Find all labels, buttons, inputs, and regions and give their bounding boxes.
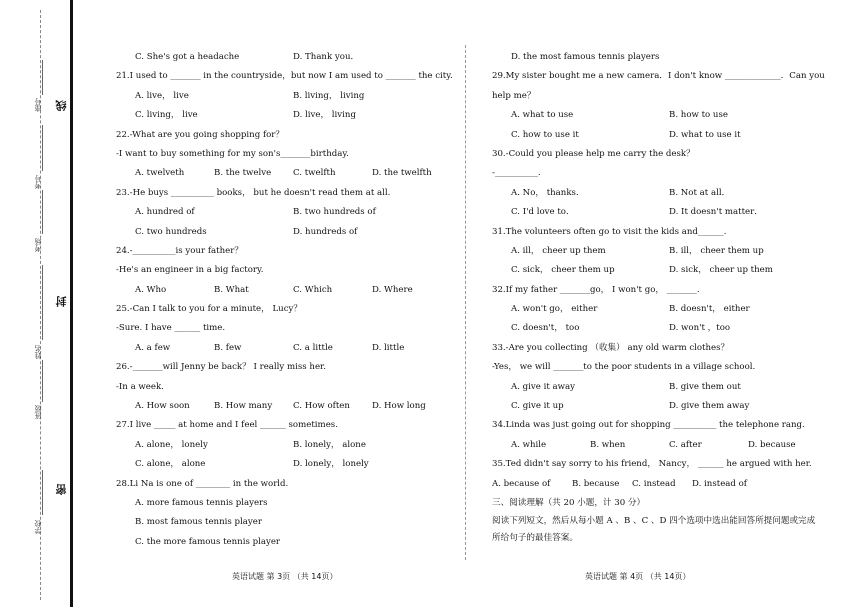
option-row — [492, 48, 822, 67]
answer-option: D. the twelfth — [372, 168, 432, 179]
seal-char-mi: 密 — [55, 484, 68, 495]
option-row — [492, 436, 822, 455]
answer-option: D. give them away — [669, 401, 750, 412]
seal-char-feng: 封 — [55, 296, 68, 307]
question-text: -__________. — [492, 168, 541, 179]
answer-option: A. hundred of — [135, 207, 195, 218]
answer-option: D. Thank you． — [293, 52, 360, 62]
answer-option: A. while — [511, 439, 547, 450]
question-text: -In a week. — [116, 381, 164, 392]
answer-option: A. more famous tennis players — [135, 497, 268, 508]
answer-option: A. won't go， either — [511, 304, 598, 315]
answer-option: A. alone， lonely — [135, 439, 208, 450]
answer-option: C. doesn't， too — [511, 323, 580, 334]
option-row — [116, 339, 456, 358]
question-text: help me？ — [492, 90, 536, 101]
answer-option: A. a few — [135, 342, 171, 353]
answer-option: D. hundreds of — [293, 226, 358, 237]
answer-option: A. ill， cheer up them — [511, 245, 606, 256]
answer-option: A. give it away — [511, 381, 575, 392]
answer-option: B. living， living — [293, 90, 365, 101]
question-text: 35.Ted didn't say sorry to his friend， Nancy， ______ he argued with her. — [492, 459, 812, 470]
answer-option: D. lonely， lonely — [293, 459, 369, 470]
question-text: 32.If my father _______go， I won't go， _______. — [492, 284, 700, 295]
answer-option: D. sick， cheer up them — [669, 265, 773, 276]
answer-option: D. won't ，too — [669, 323, 731, 334]
field-line-exam-room — [42, 190, 43, 234]
answer-option: B. the twelve — [214, 168, 272, 179]
option-row — [492, 203, 822, 222]
option-row — [116, 203, 456, 222]
right-column — [492, 48, 825, 547]
field-line-class — [42, 360, 43, 402]
option-row — [116, 397, 456, 416]
option-row — [116, 106, 456, 125]
question-text: -I want to buy something for my son's_______birthday. — [116, 148, 349, 159]
answer-option: C. how to use it — [511, 129, 579, 140]
answer-option: C. Which — [293, 284, 333, 295]
answer-option: C. give it up — [511, 401, 564, 412]
field-line-seat-number — [42, 60, 43, 95]
answer-option: B. few — [214, 342, 242, 353]
answer-option: A. How soon — [135, 401, 190, 412]
option-row — [116, 533, 456, 552]
answer-option: A. because of — [492, 478, 551, 489]
answer-option: A. twelveth — [135, 168, 185, 179]
answer-option: D. Where — [372, 284, 413, 295]
answer-option: B. How many — [214, 401, 273, 412]
answer-option: D. the most famous tennis players — [511, 52, 660, 62]
option-row — [116, 513, 456, 532]
option-row — [492, 319, 822, 338]
label-exam-number: 考号 — [34, 175, 42, 189]
answer-option: B. ill， cheer them up — [669, 245, 764, 256]
answer-option: C. alone， alone — [135, 459, 206, 470]
question-text: 28.Li Na is one of ________ in the world. — [116, 478, 289, 489]
label-seat-number: 座号 — [34, 98, 42, 112]
answer-option: C. after — [669, 439, 702, 450]
option-row — [116, 281, 456, 300]
answer-option: C. I'd love to． — [511, 207, 575, 218]
answer-option: C. sick， cheer them up — [511, 265, 615, 276]
question-text: 31.The volunteers often go to visit the kids and______. — [492, 226, 727, 237]
option-row — [492, 242, 822, 261]
option-row — [116, 48, 456, 67]
answer-option: B. What — [214, 284, 249, 295]
binding-margin — [0, 0, 74, 607]
footer-page-3: 英语试题 第 3页 （共 14页） — [232, 572, 338, 581]
field-line-school — [42, 470, 43, 515]
question-text: 33.-Are you collecting （收集） any old warm clothes？ — [492, 342, 730, 353]
option-row — [116, 436, 456, 455]
answer-option: C. the more famous tennis player — [135, 536, 281, 547]
answer-option: B. when — [590, 439, 626, 450]
binding-solid-line — [70, 0, 73, 607]
question-text: 25.-Can I talk to you for a minute， Lucy？ — [116, 304, 302, 315]
option-row — [116, 223, 456, 242]
option-row — [492, 106, 822, 125]
question-text: 34.Linda was just going out for shopping __________ the telephone rang. — [492, 420, 805, 431]
question-text: 22.-What are you going shopping for？ — [116, 129, 285, 140]
answer-option: C. instead — [632, 478, 676, 489]
answer-option: C. She's got a headache — [135, 52, 240, 62]
field-line-name — [42, 265, 43, 340]
question-text: -He's an engineer in a big factory. — [116, 265, 264, 276]
option-row — [116, 87, 456, 106]
answer-option: A. No， thanks． — [511, 187, 585, 198]
answer-option: D. It doesn't matter． — [669, 207, 763, 218]
answer-option: D. little — [372, 342, 405, 353]
answer-option: C. How often — [293, 401, 350, 412]
answer-option: A. live， live — [135, 90, 189, 101]
question-text: -Yes， we will _______to the poor students in a village school. — [492, 362, 756, 373]
label-exam-room: 考场 — [34, 238, 42, 252]
option-row — [116, 494, 456, 513]
answer-option: D. live， living — [293, 110, 356, 121]
answer-option: C. living， live — [135, 110, 198, 121]
answer-option: D. How long — [372, 401, 426, 412]
answer-option: C. two hundreds — [135, 226, 207, 237]
question-text: 30.-Could you please help me carry the desk？ — [492, 148, 695, 159]
answer-option: B. Not at all． — [669, 187, 731, 198]
answer-option: A. what to use — [511, 110, 574, 121]
option-row — [492, 184, 822, 203]
question-text: -Sure. I have ______ time. — [116, 323, 226, 334]
label-class: 班级 — [34, 405, 42, 419]
answer-option: B. how to use — [669, 110, 728, 121]
option-row — [116, 455, 456, 474]
seal-char-xian: 线 — [55, 100, 68, 111]
answer-option: D. because — [748, 439, 796, 450]
field-line-exam-number — [42, 125, 43, 171]
answer-option: C. twelfth — [293, 168, 336, 179]
option-row — [492, 475, 822, 494]
option-row — [116, 164, 456, 183]
option-row — [492, 397, 822, 416]
instruction-text: 阅读下列短文，然后从每小题 A 、B 、C 、D 四个选项中选出能回答所提问题或完成所给句子的最佳答案。 — [492, 516, 816, 544]
question-text: 29.My sister bought me a new camera．I don't know _____________．Can you — [492, 71, 825, 82]
question-text: 24.-__________is your father？ — [116, 245, 243, 256]
answer-option: A. Who — [135, 284, 167, 295]
option-row — [492, 378, 822, 397]
option-row — [492, 261, 822, 280]
question-text: 27.I live _____ at home and I feel ______ sometimes. — [116, 420, 338, 431]
question-text: 26.-_______will Jenny be back？ I really miss her. — [116, 362, 326, 373]
answer-option: B. doesn't， either — [669, 304, 750, 315]
answer-option: B. give them out — [669, 381, 741, 392]
answer-option: C. a little — [293, 342, 333, 353]
left-column — [116, 48, 456, 552]
answer-option: B. two hundreds of — [293, 207, 376, 218]
answer-option: D. instead of — [692, 478, 747, 489]
column-divider — [465, 45, 466, 560]
label-name: 姓名 — [34, 345, 42, 359]
option-row — [492, 126, 822, 145]
answer-option: D. what to use it — [669, 129, 741, 140]
answer-option: B. lonely， alone — [293, 439, 366, 450]
question-text: 三、阅读理解（共 20 小题，计 30 分） — [492, 497, 646, 508]
option-row — [492, 300, 822, 319]
label-school: 学校 — [34, 520, 42, 534]
answer-option: B. because — [572, 478, 620, 489]
footer-page-4: 英语试题 第 4页 （共 14页） — [585, 572, 691, 581]
question-text: 21.I used to _______ in the countryside，but now I am used to _______ the city. — [116, 71, 453, 82]
answer-option: B. most famous tennis player — [135, 517, 262, 528]
question-text: 23.-He buys __________ books， but he doesn't read them at all. — [116, 187, 391, 198]
